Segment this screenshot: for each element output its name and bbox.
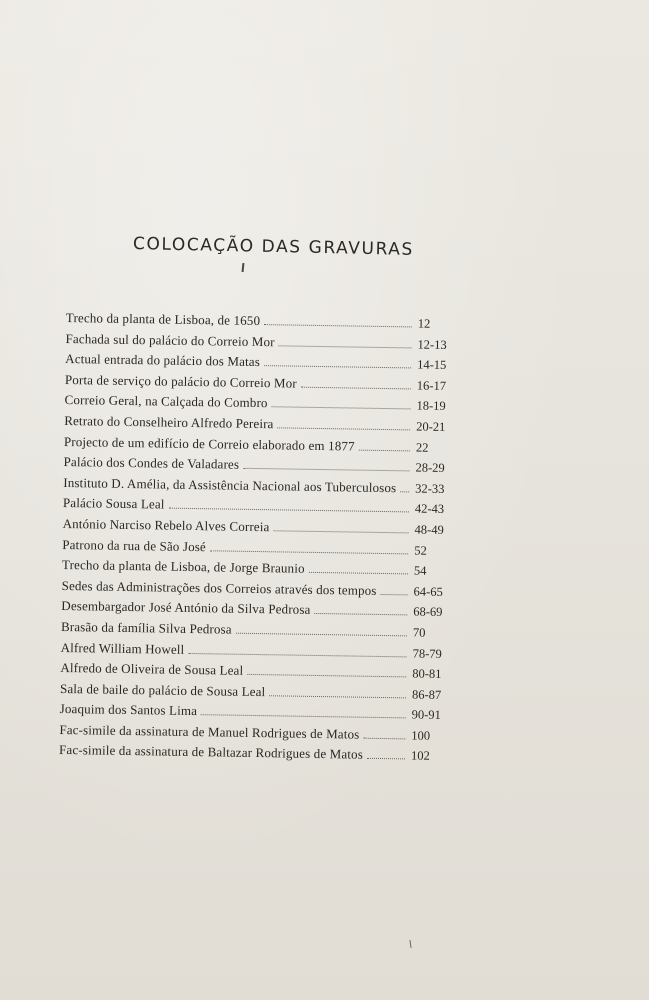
entry-title: Actual entrada do palácio dos Matas <box>65 351 261 370</box>
entry-page-number: 70 <box>412 625 426 640</box>
dot-leader <box>247 674 406 677</box>
entry-title: Alfred William Howell <box>60 639 185 657</box>
dot-leader <box>363 738 405 740</box>
entry-page-number: 20-21 <box>416 419 446 434</box>
dot-leader <box>269 695 406 698</box>
entry-page-number: 18-19 <box>416 398 446 414</box>
entry-title: Instituto D. Amélia, da Assistência Nacional aos Tuberculosos <box>63 474 397 495</box>
entry-page-number: 102 <box>410 748 430 764</box>
entry-page-number: 100 <box>411 728 431 743</box>
entry-page-number: 64-65 <box>413 584 443 599</box>
entry-page-number: 12-13 <box>417 337 447 352</box>
dot-leader <box>273 530 408 533</box>
entry-title: Fachada sul do palácio do Correio Mor <box>65 330 275 349</box>
paper-mark <box>409 940 411 948</box>
entry-title: Fac-simile da assinatura de Manuel Rodrigues de Matos <box>59 721 360 742</box>
entry-title: Sedes das Administrações dos Correios através dos tempos <box>61 577 377 598</box>
entry-page-number: 48-49 <box>414 522 444 537</box>
illustrations-list <box>59 310 466 769</box>
dot-leader <box>236 633 407 637</box>
entry-page-number: 28-29 <box>415 460 445 476</box>
dot-leader <box>400 491 409 492</box>
dot-leader <box>264 365 411 368</box>
entry-title: Desembargador José António da Silva Pedrosa <box>61 598 311 618</box>
dot-leader <box>381 594 408 595</box>
entry-page-number: 80-81 <box>412 666 442 682</box>
entry-title: Brasão da família Silva Pedrosa <box>60 618 232 637</box>
dot-leader <box>314 613 407 615</box>
entry-title: Retrato do Conselheiro Alfredo Pereira <box>64 412 274 432</box>
entry-page-number: 42-43 <box>414 501 445 517</box>
entry-page-number: 14-15 <box>417 357 447 373</box>
entry-page-number: 16-17 <box>416 378 447 393</box>
entry-title: Sala de baile do palácio de Sousa Leal <box>59 680 266 699</box>
dot-leader <box>367 758 405 760</box>
entry-title: Patrono da rua de São José <box>62 536 207 554</box>
entry-title: Trecho da planta de Lisboa, de 1650 <box>65 310 261 329</box>
dot-leader <box>169 508 409 513</box>
entry-page-number: 78-79 <box>412 645 442 661</box>
entry-title: Correio Geral, na Calçada do Combro <box>64 392 268 411</box>
dot-leader <box>201 714 406 718</box>
entry-title: Trecho da planta de Lisboa, de Jorge Braunio <box>61 557 305 576</box>
dot-leader <box>264 324 412 327</box>
entry-title: Alfredo de Oliveira de Sousa Leal <box>60 660 244 678</box>
dot-leader <box>243 468 409 472</box>
dot-leader <box>277 427 410 430</box>
entry-page-number: 86-87 <box>411 687 442 702</box>
dot-leader <box>210 550 408 554</box>
dot-leader <box>301 386 411 389</box>
dot-leader <box>309 572 408 575</box>
entry-title: Fac-simile da assinatura de Baltazar Rodrigues de Matos <box>58 742 364 763</box>
entry-page-number: 22 <box>415 440 429 455</box>
entry-page-number: 90-91 <box>411 707 441 723</box>
entry-title: Palácio Sousa Leal <box>62 495 165 512</box>
entry-page-number: 52 <box>414 543 427 558</box>
entry-title: Palácio dos Condes de Valadares <box>63 454 240 472</box>
entry-page-number: 12 <box>417 316 431 331</box>
ink-mark <box>242 263 244 272</box>
entry-page-number: 68-69 <box>413 604 443 620</box>
dot-leader <box>359 449 410 451</box>
dot-leader <box>272 407 411 410</box>
dot-leader <box>279 345 412 348</box>
entry-page-number: 54 <box>413 563 427 578</box>
entry-title: Porta de serviço do palácio do Correio Mor <box>64 371 297 391</box>
entry-title: Joaquim dos Santos Lima <box>59 701 198 719</box>
dot-leader <box>188 652 406 656</box>
entry-title: António Narciso Rebelo Alves Correia <box>62 515 270 535</box>
page-title: COLOCAÇÃO DAS GRAVURAS <box>132 234 415 260</box>
entry-title: Projecto de um edifício de Correio elaborado em 1877 <box>63 433 355 454</box>
entry-page-number: 32-33 <box>415 481 445 496</box>
